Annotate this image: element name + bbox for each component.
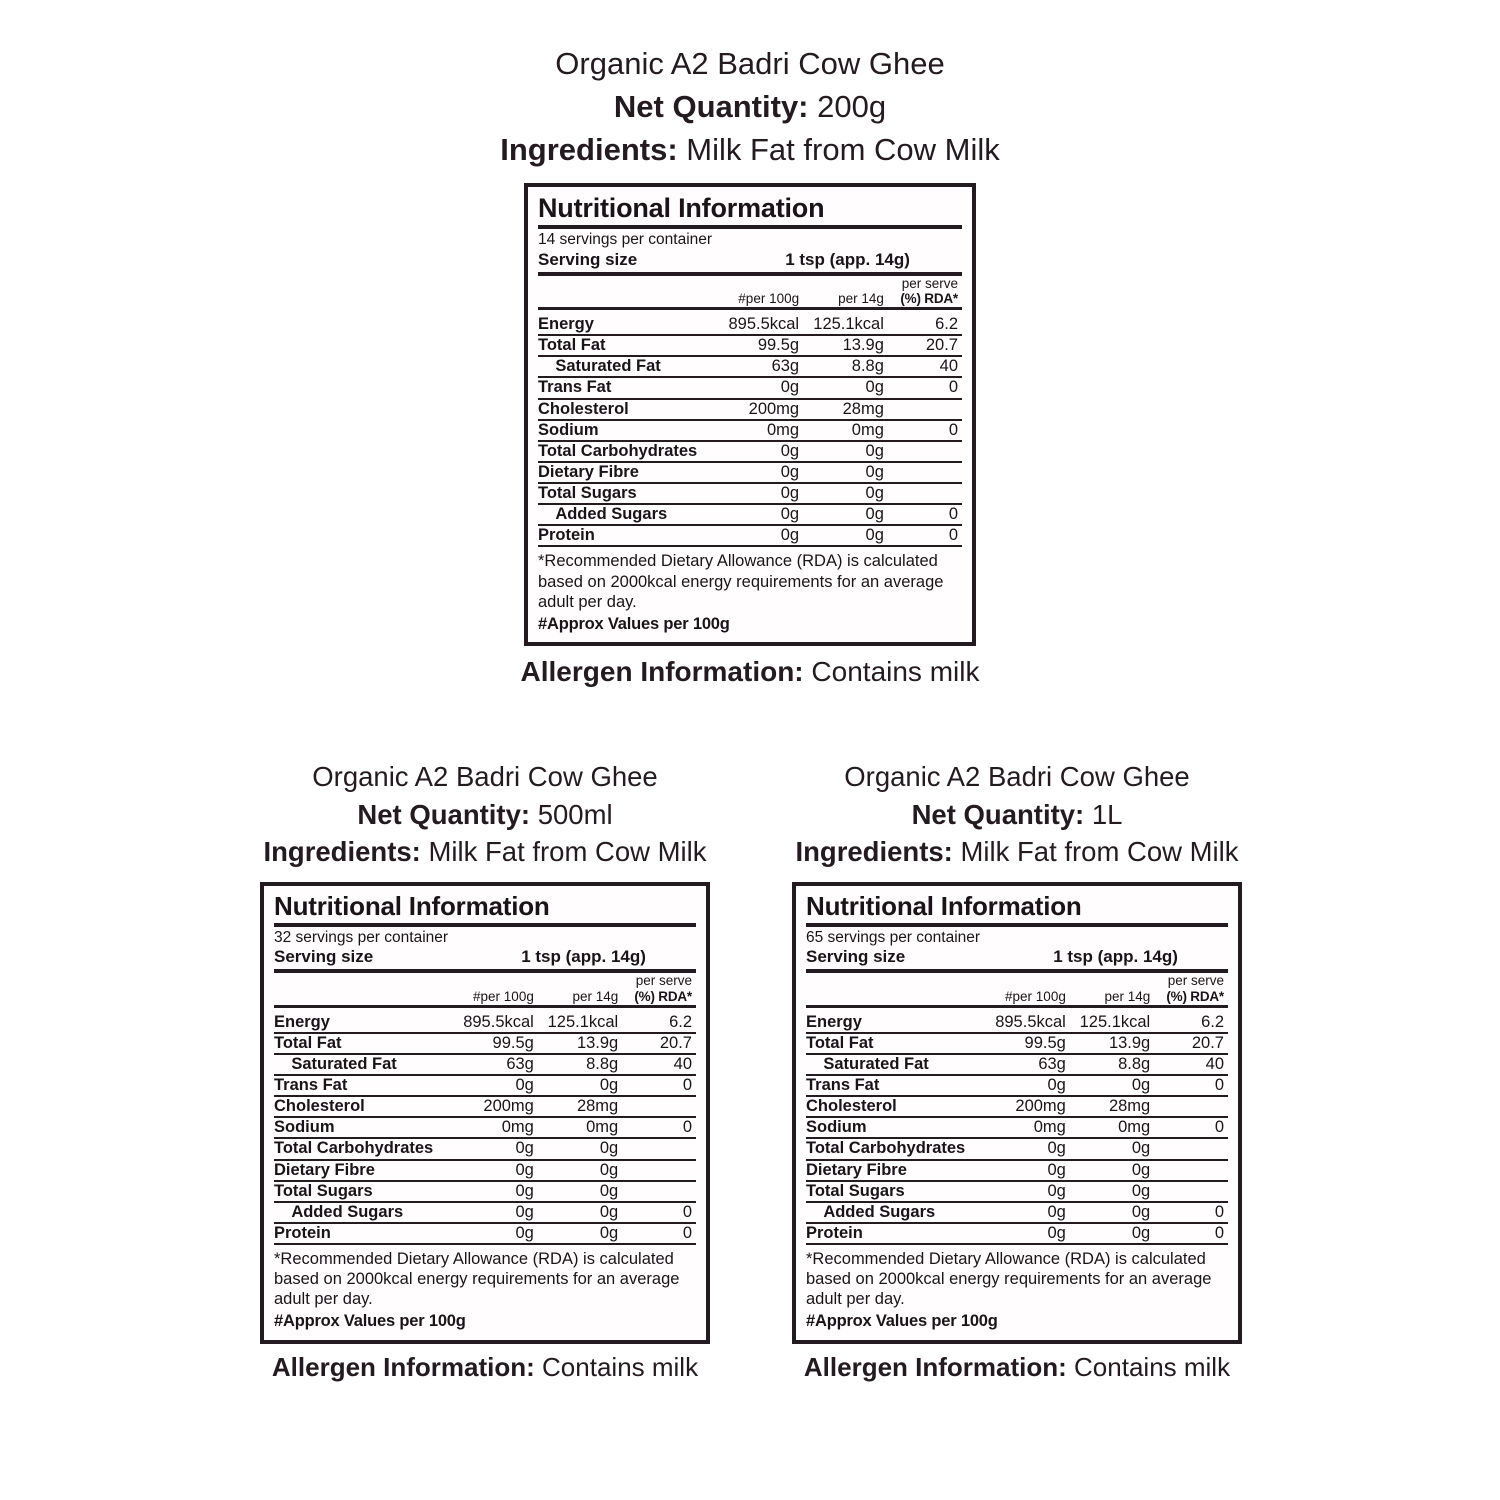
nutrient-per-100g: 0g — [780, 462, 800, 481]
nutrition-row — [806, 1033, 1228, 1054]
nutrient-name: Energy — [274, 1012, 330, 1031]
nutrient-per-100g: 895.5kcal — [728, 315, 800, 334]
nutrient-rda-percent — [624, 1181, 696, 1202]
nutrition-box-wrapper — [524, 183, 976, 646]
nutrient-rda-percent: 40 — [1205, 1054, 1224, 1073]
nutrition-table — [274, 973, 696, 1245]
nutrition-table-body — [538, 276, 962, 547]
nutrition-row — [274, 1138, 696, 1159]
nutrition-row — [274, 1202, 696, 1223]
ingredients-line — [776, 835, 1258, 870]
nutrient-rda-percent: 0 — [682, 1118, 692, 1137]
nutrient-rda-percent: 20.7 — [925, 336, 958, 355]
col-header-rda-line2: (%) RDA* — [634, 989, 692, 1005]
nutrient-name: Added Sugars — [555, 505, 668, 524]
nutrition-row — [274, 1075, 696, 1096]
nutrient-per-100g: 0g — [515, 1181, 534, 1200]
nutrient-per-100g: 0g — [780, 484, 800, 503]
nutrient-per-14g: 8.8g — [586, 1054, 619, 1073]
nutrition-box-wrapper — [260, 882, 710, 1344]
nutrient-name: Total Sugars — [274, 1181, 373, 1200]
nutrient-per-100g: 895.5kcal — [463, 1012, 534, 1031]
nutrient-per-100g: 63g — [1038, 1054, 1066, 1073]
ingredients-line — [244, 835, 726, 870]
nutrient-per-100g: 0g — [780, 441, 800, 460]
nutrient-per-100g: 0g — [780, 505, 800, 524]
nutrient-per-100g: 0g — [1047, 1223, 1066, 1242]
nutrition-facts-box — [792, 882, 1242, 1344]
nutrition-row — [538, 462, 962, 483]
nutrient-per-14g: 13.9g — [842, 336, 884, 355]
product-header-200g — [0, 44, 1500, 169]
nutrient-per-100g: 0g — [515, 1160, 534, 1179]
nutrition-row — [806, 1006, 1228, 1033]
nutrient-per-100g: 0mg — [1033, 1118, 1066, 1137]
nutrient-per-14g: 0mg — [1118, 1118, 1151, 1137]
nutrition-title: Nutritional Information — [538, 193, 962, 229]
nutrient-rda-percent — [624, 1096, 696, 1117]
nutrient-per-100g: 63g — [506, 1054, 534, 1073]
nutrient-per-100g: 0mg — [501, 1118, 534, 1137]
nutrient-rda-percent: 20.7 — [1191, 1033, 1224, 1052]
nutrient-rda-percent: 0 — [682, 1202, 692, 1221]
allergen-information-200g — [0, 656, 1500, 688]
product-name: Organic A2 Badri Cow Ghee — [312, 761, 658, 792]
nutrient-per-14g: 0g — [865, 505, 884, 524]
nutrient-rda-percent: 6.2 — [935, 315, 958, 334]
nutrient-per-14g: 13.9g — [576, 1033, 619, 1052]
net-quantity-line — [0, 87, 1500, 126]
nutrient-per-14g: 0g — [599, 1181, 619, 1200]
nutrient-rda-percent — [890, 462, 962, 483]
nutrient-rda-percent — [890, 399, 962, 420]
nutrient-per-100g: 200mg — [1015, 1097, 1066, 1116]
nutrient-name: Total Fat — [538, 336, 606, 355]
nutrient-per-100g: 0g — [1047, 1202, 1066, 1221]
nutrition-row — [538, 483, 962, 504]
nutrient-per-100g: 0g — [780, 526, 800, 545]
rda-footnote-text: *Recommended Dietary Allowance (RDA) is calculated based on 2000kcal energy requirements for an average adult per day. — [274, 1250, 680, 1309]
nutrient-per-100g: 0g — [1047, 1181, 1066, 1200]
nutrient-name: Total Fat — [274, 1033, 342, 1052]
net-quantity-label: Net Quantity: — [911, 798, 1085, 830]
net-quantity-value: 200g — [817, 89, 887, 125]
nutrition-row — [274, 1096, 696, 1117]
nutrient-per-14g: 0g — [1131, 1223, 1151, 1242]
nutrient-name: Added Sugars — [291, 1202, 404, 1221]
nutrient-rda-percent: 40 — [939, 357, 958, 376]
nutrient-per-14g: 0g — [599, 1160, 619, 1179]
nutrient-rda-percent — [624, 1160, 696, 1181]
nutrient-rda-percent: 0 — [1214, 1223, 1224, 1242]
nutrient-name: Total Sugars — [538, 484, 637, 503]
nutrient-name: Dietary Fibre — [274, 1160, 375, 1179]
nutrient-per-14g: 13.9g — [1108, 1033, 1151, 1052]
col-header-per-14g: per 14g — [1104, 989, 1151, 1005]
net-quantity-line — [776, 798, 1258, 833]
nutrition-column-header-row — [538, 276, 962, 309]
nutrient-per-100g: 0g — [515, 1202, 534, 1221]
rda-footnote-text: *Recommended Dietary Allowance (RDA) is calculated based on 2000kcal energy requirements for an average adult per day. — [538, 552, 944, 611]
product-header-1l — [776, 760, 1258, 870]
nutrient-per-14g: 0g — [1131, 1160, 1151, 1179]
nutrient-name: Cholesterol — [538, 399, 629, 418]
nutrient-name: Energy — [806, 1012, 862, 1031]
nutrient-name: Dietary Fibre — [806, 1160, 907, 1179]
nutrition-row — [538, 420, 962, 441]
nutrition-row — [274, 1117, 696, 1138]
serving-size-label: Serving size — [538, 249, 638, 269]
nutrient-per-14g: 0g — [865, 526, 884, 545]
nutrient-per-14g: 0g — [865, 462, 884, 481]
nutrition-row — [806, 1181, 1228, 1202]
col-header-rda-line1: per serve — [1167, 973, 1224, 989]
nutrient-name: Energy — [538, 315, 594, 334]
allergen-value: Contains milk — [542, 1351, 699, 1382]
allergen-label: Allergen Information: — [271, 1351, 535, 1382]
allergen-value: Contains milk — [1074, 1351, 1231, 1382]
nutrient-name: Total Carbohydrates — [806, 1139, 966, 1158]
nutrient-name: Sodium — [538, 420, 599, 439]
nutrition-label-200g — [0, 44, 1500, 688]
nutrient-per-100g: 0g — [1047, 1160, 1066, 1179]
nutrient-per-14g: 0mg — [851, 420, 884, 439]
nutrient-rda-percent — [1156, 1138, 1228, 1159]
nutrient-per-100g: 200mg — [748, 399, 800, 418]
allergen-information-500ml — [244, 1352, 726, 1383]
net-quantity-label: Net Quantity: — [613, 89, 809, 125]
rda-footnote-text: *Recommended Dietary Allowance (RDA) is calculated based on 2000kcal energy requirements for an average adult per day. — [806, 1250, 1212, 1309]
nutrient-per-100g: 63g — [771, 357, 800, 376]
servings-per-container: 65 servings per container — [806, 929, 981, 947]
nutrition-row — [806, 1223, 1228, 1244]
nutrition-table-body — [274, 973, 696, 1244]
nutrient-per-100g: 200mg — [483, 1097, 534, 1116]
approx-values-note: #Approx Values per 100g — [274, 1312, 466, 1331]
nutrition-row — [274, 1181, 696, 1202]
nutrient-name: Sodium — [274, 1118, 335, 1137]
servings-per-container: 32 servings per container — [274, 929, 449, 947]
nutrient-rda-percent: 0 — [948, 505, 958, 524]
nutrient-per-14g: 28mg — [842, 399, 884, 418]
nutrition-title: Nutritional Information — [274, 892, 696, 927]
nutrient-name: Dietary Fibre — [538, 462, 639, 481]
nutrient-per-14g: 0g — [865, 378, 884, 397]
nutrition-table — [538, 276, 962, 548]
ingredients-label: Ingredients: — [795, 836, 953, 868]
nutrient-name: Trans Fat — [538, 378, 612, 397]
nutrient-per-100g: 0g — [1047, 1076, 1066, 1095]
nutrient-per-14g: 0g — [865, 484, 884, 503]
nutrition-table — [806, 973, 1228, 1245]
col-header-rda-line1: per serve — [901, 275, 958, 291]
nutrient-name: Added Sugars — [823, 1202, 936, 1221]
nutrition-column-header-row — [274, 973, 696, 1006]
net-quantity-line — [244, 798, 726, 833]
nutrient-per-14g: 0g — [1131, 1202, 1151, 1221]
nutrient-per-14g: 0g — [1131, 1076, 1151, 1095]
nutrient-per-100g: 0mg — [767, 420, 800, 439]
nutrient-per-100g: 99.5g — [492, 1033, 534, 1052]
nutrition-label-500ml — [244, 760, 726, 1383]
ingredients-label: Ingredients: — [500, 132, 678, 168]
col-header-per-14g: per 14g — [572, 989, 619, 1005]
nutrient-per-14g: 0g — [599, 1076, 619, 1095]
nutrition-row — [274, 1033, 696, 1054]
serving-size-value: 1 tsp (app. 14g) — [1053, 947, 1178, 967]
nutrient-per-14g: 0g — [599, 1223, 619, 1242]
nutrient-name: Trans Fat — [806, 1076, 880, 1095]
nutrient-rda-percent — [1156, 1181, 1228, 1202]
nutrient-rda-percent: 0 — [1214, 1202, 1224, 1221]
nutrient-name: Cholesterol — [274, 1097, 365, 1116]
ingredients-value: Milk Fat from Cow Milk — [428, 836, 707, 868]
nutrient-rda-percent — [1156, 1160, 1228, 1181]
nutrient-name: Total Carbohydrates — [538, 441, 698, 460]
nutrition-row — [538, 309, 962, 336]
col-header-blank — [538, 276, 708, 309]
serving-size-row — [806, 947, 1228, 973]
nutrient-rda-percent: 0 — [682, 1223, 692, 1242]
nutrition-column-header-row — [806, 973, 1228, 1006]
nutrient-rda-percent: 0 — [1214, 1118, 1224, 1137]
allergen-label: Allergen Information: — [803, 1351, 1067, 1382]
nutrient-per-14g: 125.1kcal — [547, 1012, 619, 1031]
nutrition-facts-box — [260, 882, 710, 1344]
col-header-rda — [624, 973, 696, 1006]
nutrition-row — [806, 1096, 1228, 1117]
nutrient-name: Protein — [274, 1223, 331, 1242]
allergen-information-1l — [776, 1352, 1258, 1383]
serving-size-spacer — [637, 250, 785, 270]
nutrient-per-14g: 28mg — [576, 1097, 619, 1116]
ingredients-value: Milk Fat from Cow Milk — [960, 836, 1239, 868]
nutrient-per-14g: 0mg — [586, 1118, 619, 1137]
nutrient-rda-percent — [890, 441, 962, 462]
serving-size-value: 1 tsp (app. 14g) — [785, 249, 910, 269]
net-quantity-value: 500ml — [537, 798, 613, 830]
allergen-value: Contains milk — [811, 655, 980, 687]
serving-size-label: Serving size — [806, 947, 906, 967]
col-header-blank — [274, 973, 443, 1006]
nutrient-rda-percent: 20.7 — [659, 1033, 692, 1052]
nutrient-rda-percent: 0 — [682, 1076, 692, 1095]
nutrient-per-14g: 0g — [865, 441, 884, 460]
nutrient-per-100g: 0g — [780, 378, 800, 397]
nutrient-rda-percent: 40 — [673, 1054, 692, 1073]
nutrient-rda-percent: 0 — [948, 420, 958, 439]
product-header-500ml — [244, 760, 726, 870]
allergen-label: Allergen Information: — [520, 655, 804, 687]
nutrition-row — [274, 1160, 696, 1181]
nutrient-per-100g: 0g — [515, 1076, 534, 1095]
nutrient-name: Trans Fat — [274, 1076, 348, 1095]
serving-size-value: 1 tsp (app. 14g) — [521, 947, 646, 967]
nutrition-row — [806, 1075, 1228, 1096]
nutrient-rda-percent — [890, 483, 962, 504]
serving-size-label: Serving size — [274, 947, 374, 967]
col-header-per-100g: #per 100g — [1005, 989, 1066, 1005]
nutrient-rda-percent: 6.2 — [669, 1012, 692, 1031]
nutrition-row — [538, 504, 962, 525]
col-header-per-14g: per 14g — [838, 291, 884, 307]
nutrient-per-100g: 0g — [515, 1223, 534, 1242]
nutrient-per-14g: 0g — [1131, 1181, 1151, 1200]
nutrient-rda-percent: 6.2 — [1201, 1012, 1224, 1031]
nutrition-row — [806, 1054, 1228, 1075]
net-quantity-value: 1L — [1091, 798, 1123, 830]
nutrient-per-100g: 99.5g — [757, 336, 800, 355]
nutrient-name: Saturated Fat — [823, 1054, 929, 1073]
nutrition-row — [806, 1202, 1228, 1223]
nutrition-row — [538, 441, 962, 462]
nutrition-row — [538, 335, 962, 356]
nutrient-name: Sodium — [806, 1118, 867, 1137]
nutrient-per-100g: 895.5kcal — [995, 1012, 1066, 1031]
rda-footnote — [806, 1245, 1228, 1332]
nutrient-per-14g: 0g — [1131, 1139, 1151, 1158]
approx-values-note: #Approx Values per 100g — [538, 614, 730, 633]
nutrition-facts-box — [524, 183, 976, 646]
serving-size-spacer — [905, 947, 1053, 967]
nutrient-name: Saturated Fat — [555, 357, 661, 376]
nutrient-rda-percent: 0 — [1214, 1076, 1224, 1095]
nutrient-per-14g: 28mg — [1108, 1097, 1151, 1116]
rda-footnote — [538, 547, 962, 634]
nutrition-row — [274, 1006, 696, 1033]
approx-values-note: #Approx Values per 100g — [806, 1312, 998, 1331]
nutrient-per-100g: 0g — [515, 1139, 534, 1158]
nutrient-per-100g: 0g — [1047, 1139, 1066, 1158]
net-quantity-label: Net Quantity: — [357, 798, 531, 830]
nutrition-row — [538, 399, 962, 420]
nutrient-rda-percent — [624, 1138, 696, 1159]
nutrition-row — [538, 525, 962, 546]
nutrition-row — [274, 1223, 696, 1244]
col-header-rda — [890, 276, 962, 309]
nutrient-per-14g: 125.1kcal — [1079, 1012, 1151, 1031]
nutrient-rda-percent — [1156, 1096, 1228, 1117]
nutrition-table-body — [806, 973, 1228, 1244]
nutrient-rda-percent: 0 — [948, 526, 958, 545]
ingredients-line — [0, 130, 1500, 169]
servings-per-container: 14 servings per container — [538, 231, 713, 249]
nutrition-title: Nutritional Information — [806, 892, 1228, 927]
nutrition-row — [538, 377, 962, 398]
col-header-blank — [806, 973, 975, 1006]
nutrition-row — [806, 1160, 1228, 1181]
serving-size-row — [538, 250, 962, 276]
rda-footnote — [274, 1245, 696, 1332]
nutrition-box-wrapper — [792, 882, 1242, 1344]
ingredients-value: Milk Fat from Cow Milk — [686, 132, 1000, 168]
nutrition-label-1l — [776, 760, 1258, 1383]
product-name: Organic A2 Badri Cow Ghee — [555, 46, 945, 81]
nutrition-row — [806, 1138, 1228, 1159]
nutrient-name: Total Fat — [806, 1033, 874, 1052]
nutrient-rda-percent: 0 — [948, 378, 958, 397]
nutrient-name: Total Sugars — [806, 1181, 905, 1200]
nutrient-name: Protein — [806, 1223, 863, 1242]
nutrition-row — [274, 1054, 696, 1075]
serving-size-row — [274, 947, 696, 973]
nutrient-name: Protein — [538, 526, 595, 545]
nutrient-per-14g: 125.1kcal — [813, 315, 884, 334]
col-header-per-100g: #per 100g — [738, 291, 800, 307]
col-header-rda-line1: per serve — [635, 973, 692, 989]
product-name: Organic A2 Badri Cow Ghee — [844, 761, 1190, 792]
serving-size-spacer — [373, 947, 521, 967]
nutrient-per-14g: 0g — [599, 1139, 619, 1158]
nutrient-per-14g: 8.8g — [1118, 1054, 1151, 1073]
nutrient-per-14g: 8.8g — [851, 357, 884, 376]
nutrient-name: Total Carbohydrates — [274, 1139, 434, 1158]
nutrition-row — [806, 1117, 1228, 1138]
nutrient-name: Saturated Fat — [291, 1054, 397, 1073]
nutrition-row — [538, 356, 962, 377]
col-header-per-100g: #per 100g — [473, 989, 534, 1005]
nutrient-name: Cholesterol — [806, 1097, 897, 1116]
nutrient-per-14g: 0g — [599, 1202, 619, 1221]
col-header-rda — [1156, 973, 1228, 1006]
ingredients-label: Ingredients: — [263, 836, 421, 868]
col-header-rda-line2: (%) RDA* — [900, 291, 958, 307]
col-header-rda-line2: (%) RDA* — [1166, 989, 1224, 1005]
nutrient-per-100g: 99.5g — [1024, 1033, 1066, 1052]
